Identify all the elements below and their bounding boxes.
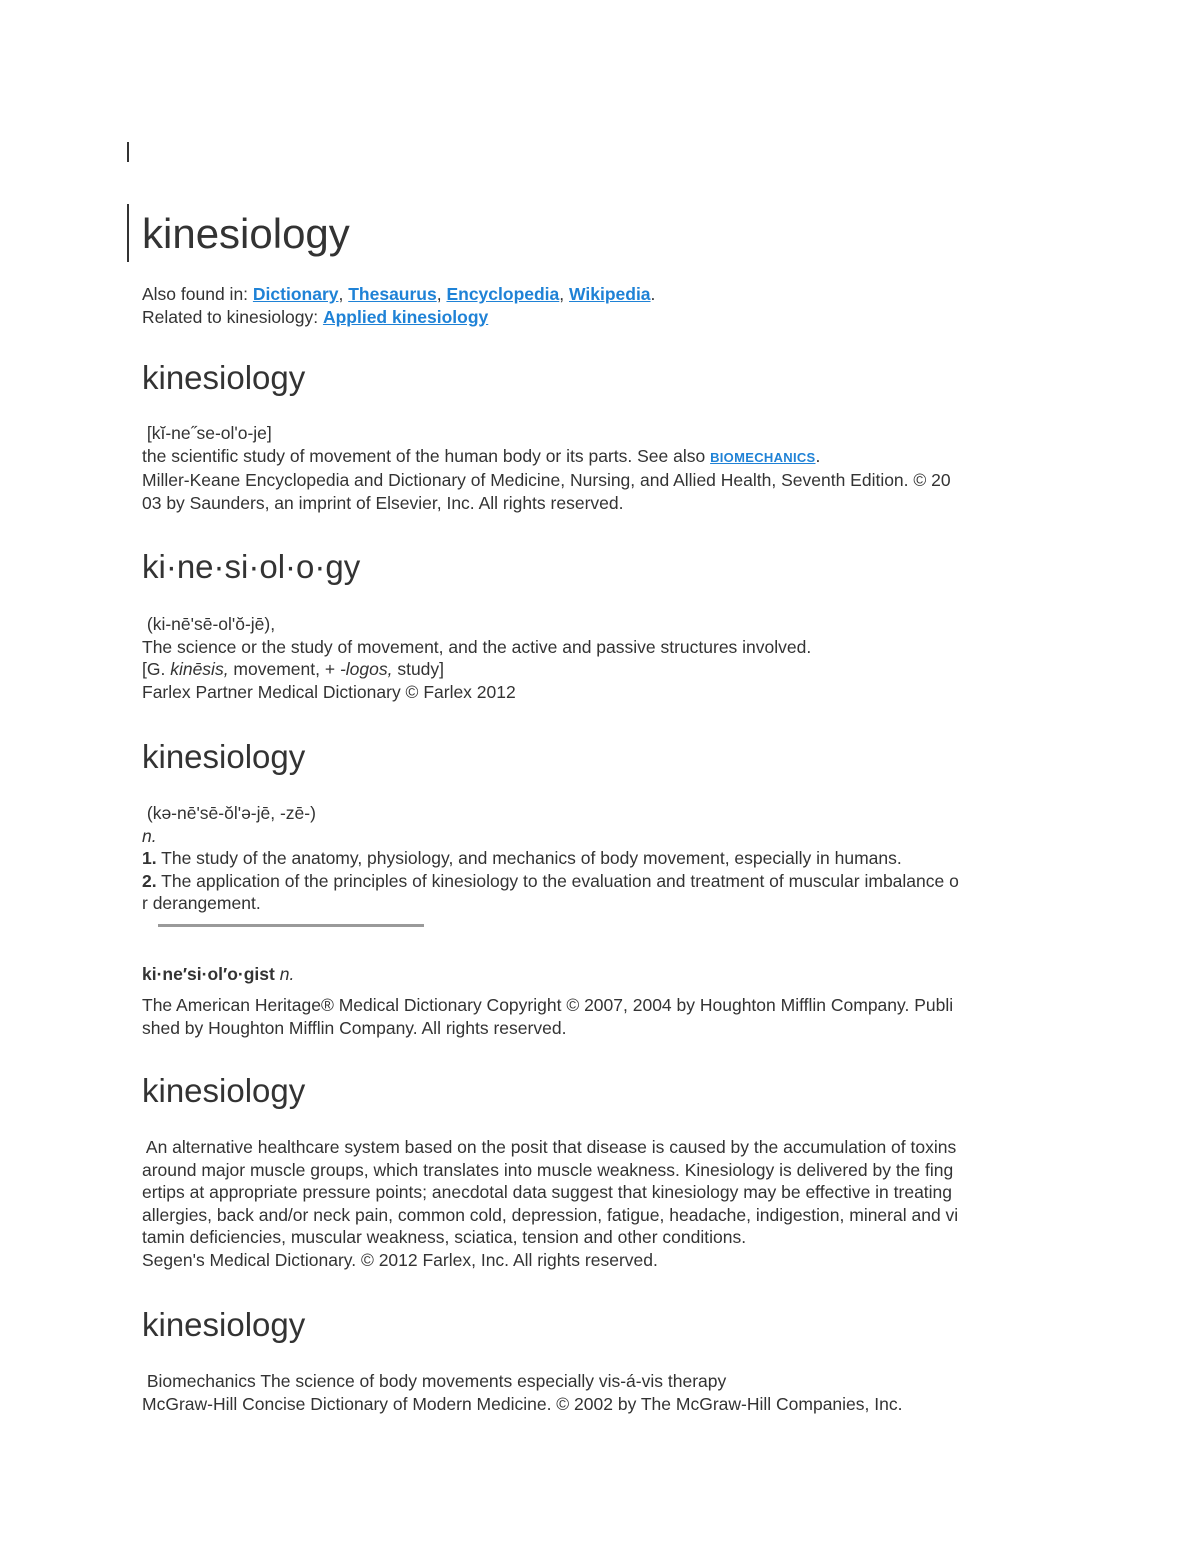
- etymology-part: movement, +: [228, 659, 340, 679]
- source-citation-cont: 03 by Saunders, an imprint of Elsevier, Inc. All rights reserved.: [142, 492, 624, 513]
- source-citation: McGraw-Hill Concise Dictionary of Modern Medicine. © 2002 by The McGraw-Hill Companies, Inc.: [142, 1393, 903, 1414]
- derived-word: ki·ne′si·ol′o·gist: [142, 963, 275, 984]
- also-found-line: [142, 283, 1067, 306]
- entry-heading: ki·ne·si·ol·o·gy: [142, 548, 361, 585]
- related-line: [142, 306, 1067, 329]
- etymology: [142, 658, 1067, 681]
- source-citation: Miller-Keane Encyclopedia and Dictionary of Medicine, Nursing, and Allied Health, Seventh Edition. © 20: [142, 470, 951, 490]
- source-citation-cont: shed by Houghton Mifflin Company. All rights reserved.: [142, 1017, 567, 1038]
- definition: [142, 445, 1067, 470]
- etymology-part: study]: [392, 659, 445, 679]
- definition-line: around major muscle groups, which translates into muscle weakness. Kinesiology is delivered by the fing: [142, 1159, 954, 1180]
- link-encyclopedia[interactable]: Encyclopedia: [446, 284, 560, 304]
- entry-heading: kinesiology: [142, 359, 306, 396]
- text-cursor: [127, 142, 129, 162]
- definition-end: .: [815, 445, 821, 466]
- derived-form: [142, 963, 1067, 986]
- definition: Biomechanics The science of body movements especially vis-á-vis therapy: [142, 1371, 727, 1391]
- definition-line: allergies, back and/or neck pain, common cold, depression, fatigue, headache, indigestion, mineral and vi: [142, 1204, 959, 1225]
- definition-text: the scientific study of movement of the human body or its parts. See also: [142, 445, 711, 466]
- document-content: [142, 207, 1067, 1415]
- etymology-term: kinēsis,: [170, 659, 229, 679]
- related-prefix: Related to kinesiology:: [142, 306, 323, 327]
- title-margin-bar: [127, 204, 129, 262]
- sense-2-cont: r derangement.: [142, 893, 261, 913]
- definition-line: tamin deficiencies, muscular weakness, sciatica, tension and other conditions.: [142, 1227, 747, 1247]
- source-citation: Farlex Partner Medical Dictionary © Farlex 2012: [142, 681, 516, 702]
- pronunciation: (ki-nē'sē-ol'ŏ-jē),: [142, 614, 276, 634]
- definition-line: ertips at appropriate pressure points; anecdotal data suggest that kinesiology may be effective in treating: [142, 1182, 953, 1202]
- sense-2: [142, 870, 1067, 893]
- separator: ,: [559, 284, 570, 304]
- source-citation: The American Heritage® Medical Dictionary Copyright © 2007, 2004 by Houghton Mifflin Company. Publi: [142, 995, 954, 1015]
- etymology-part: [G.: [142, 659, 171, 679]
- etymology-term: -logos,: [339, 659, 393, 679]
- link-applied-kinesiology[interactable]: Applied kinesiology: [322, 306, 489, 327]
- definition: The science or the study of movement, and the active and passive structures involved.: [142, 636, 812, 657]
- link-biomechanics[interactable]: BIOMECHANICS: [710, 449, 816, 465]
- also-found-end: .: [650, 284, 656, 304]
- separator: ,: [436, 284, 447, 304]
- also-found-prefix: Also found in:: [142, 284, 253, 304]
- part-of-speech: n.: [142, 825, 157, 846]
- link-thesaurus[interactable]: Thesaurus: [348, 284, 437, 304]
- pronunciation: [kĭ-ne˝se-olʹo-je]: [142, 423, 272, 443]
- source-citation: Segen's Medical Dictionary. © 2012 Farlex, Inc. All rights reserved.: [142, 1249, 658, 1270]
- link-wikipedia[interactable]: Wikipedia: [569, 284, 651, 304]
- sense-text: The application of the principles of kinesiology to the evaluation and treatment of muscular imbalance o: [156, 870, 959, 891]
- sense-1: [142, 847, 1067, 870]
- page-title: kinesiology: [142, 210, 350, 257]
- entry-heading: kinesiology: [142, 1072, 306, 1109]
- pronunciation: (kə-nē'sē-ŏl'ə-jē, -zē-): [142, 803, 316, 823]
- link-dictionary[interactable]: Dictionary: [252, 284, 339, 304]
- entry-heading: kinesiology: [142, 738, 306, 775]
- entry-heading: kinesiology: [142, 1306, 306, 1343]
- derived-pos: n.: [274, 963, 295, 984]
- sense-text: The study of the anatomy, physiology, and mechanics of body movement, especially in humans.: [156, 848, 902, 868]
- separator: ,: [338, 284, 349, 304]
- sense-number: 2.: [142, 870, 157, 891]
- definition-line: An alternative healthcare system based on the posit that disease is caused by the accumulation of toxins: [142, 1137, 957, 1157]
- sense-number: 1.: [142, 848, 157, 868]
